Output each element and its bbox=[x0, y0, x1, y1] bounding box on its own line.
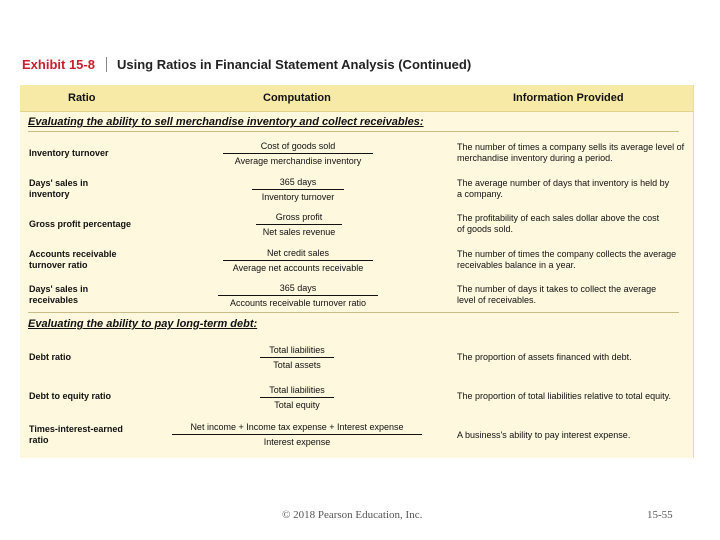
formula-denominator: Average merchandise inventory bbox=[234, 156, 362, 166]
title-separator bbox=[106, 57, 107, 72]
section-divider bbox=[28, 131, 679, 132]
formula-denominator: Total equity bbox=[274, 400, 320, 410]
ratio-formula bbox=[252, 177, 344, 203]
footer-page-number: 15-55 bbox=[647, 509, 673, 521]
ratio-info: The proportion of assets financed with debt. bbox=[457, 352, 632, 362]
ratio-formula bbox=[260, 345, 334, 371]
ratio-info: The average number of days that inventory is held by a company. bbox=[457, 178, 670, 199]
footer-copyright: © 2018 Pearson Education, Inc. bbox=[282, 509, 423, 521]
ratio-name: Days' sales in inventory bbox=[29, 178, 89, 199]
ratio-info: The number of times the company collects the average receivables balance in a year. bbox=[457, 249, 677, 270]
ratio-formula bbox=[223, 141, 373, 167]
formula-numerator: Net income + Income tax expense + Interest expense bbox=[172, 422, 422, 435]
ratio-name: Debt ratio bbox=[29, 352, 72, 362]
exhibit-title-text: Using Ratios in Financial Statement Analysis (Continued) bbox=[116, 57, 472, 72]
ratio-name: Inventory turnover bbox=[29, 148, 109, 158]
ratio-name: Accounts receivable turnover ratio bbox=[29, 249, 117, 270]
column-header-info: Information Provided bbox=[513, 92, 624, 104]
formula-numerator: Total liabilities bbox=[260, 385, 334, 398]
section-divider bbox=[28, 312, 679, 313]
column-header-row bbox=[20, 85, 693, 112]
formula-numerator: 365 days bbox=[252, 177, 344, 190]
formula-numerator: Gross profit bbox=[256, 212, 342, 225]
ratio-name: Times-interest-earned ratio bbox=[29, 424, 123, 445]
formula-numerator: Cost of goods sold bbox=[223, 141, 373, 154]
ratio-info: A business's ability to pay interest expense. bbox=[457, 430, 631, 440]
ratio-name: Debt to equity ratio bbox=[29, 391, 112, 401]
ratio-info: The number of days it takes to collect the average level of receivables. bbox=[457, 284, 657, 305]
formula-denominator: Total assets bbox=[273, 360, 321, 370]
formula-denominator: Net sales revenue bbox=[262, 227, 336, 237]
ratio-table-panel bbox=[20, 85, 694, 458]
column-header-ratio: Ratio bbox=[68, 92, 96, 104]
ratio-formula bbox=[223, 248, 373, 274]
formula-numerator: Net credit sales bbox=[223, 248, 373, 261]
formula-numerator: Total liabilities bbox=[260, 345, 334, 358]
formula-denominator: Interest expense bbox=[263, 437, 331, 447]
ratio-name: Gross profit percentage bbox=[29, 219, 132, 229]
ratio-formula bbox=[256, 212, 342, 238]
ratio-info: The proportion of total liabilities relative to total equity. bbox=[457, 391, 671, 401]
formula-numerator: 365 days bbox=[218, 283, 378, 296]
ratio-formula bbox=[260, 385, 334, 411]
section-heading-debt: Evaluating the ability to pay long-term debt: bbox=[28, 318, 258, 330]
ratio-formula bbox=[218, 283, 378, 309]
exhibit-number: Exhibit 15-8 bbox=[22, 57, 95, 72]
ratio-info: The number of times a company sells its average level of merchandise inventory during a period. bbox=[457, 142, 685, 163]
column-header-computation: Computation bbox=[263, 92, 331, 104]
formula-denominator: Accounts receivable turnover ratio bbox=[229, 298, 367, 308]
ratio-formula bbox=[172, 422, 422, 448]
ratio-info: The profitability of each sales dollar above the cost of goods sold. bbox=[457, 213, 660, 234]
ratio-name: Days' sales in receivables bbox=[29, 284, 89, 305]
formula-denominator: Inventory turnover bbox=[261, 192, 335, 202]
section-heading-inventory: Evaluating the ability to sell merchandise inventory and collect receivables: bbox=[28, 116, 424, 128]
exhibit-title bbox=[22, 57, 471, 72]
formula-denominator: Average net accounts receivable bbox=[232, 263, 364, 273]
